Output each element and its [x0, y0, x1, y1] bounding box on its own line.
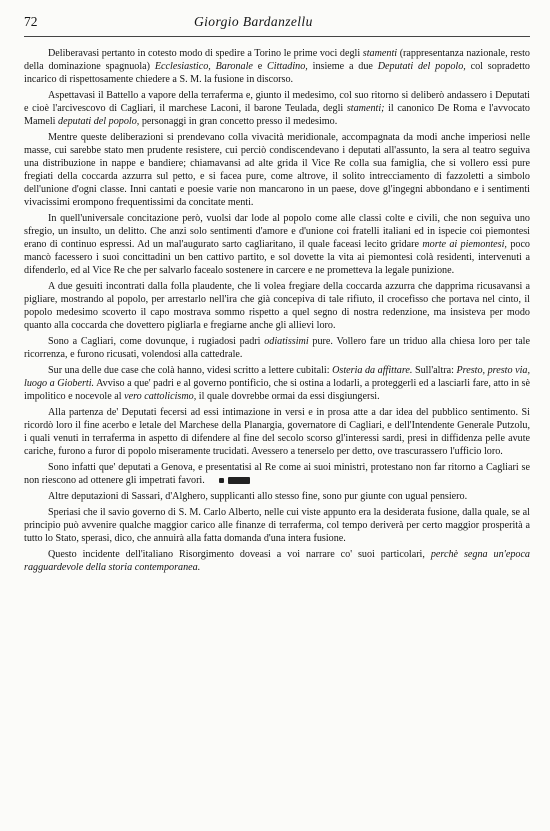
page-header [24, 14, 530, 37]
text-run: Mentre queste deliberazioni si prendevano colla vivacità meridionale, accompagnata da modi anche imperiosi nelle masse, cui sarebbe stato men prudente resistere, cui perciò condiscendevano i deputati all'assunto, la sera al teatro seguiva una distribuzione in nappe e bandiere; chiamavansi ad alte grida il Vice Re colla sua famiglia, che si vollero essi pure fregiati della coccarda azzurra sul petto, e si facea pure, come altrove, il solito intrecciamento di fazzoletti a simbolo dell'unione d'ogni classe. Inni cantati e poesie varie non mancarono in un paese, dove gl'ingegni abbondano e i sentimenti vivacissimi erompono frequentissimi da concitate menti. [24, 132, 530, 208]
paragraph [24, 548, 530, 574]
text-run: Speriasi che il savio governo di S. M. Carlo Alberto, nelle cui viste appunto era la desiderata fusione, dalla quale, se al principio può avvenire qualche maggior carico alle finanze di terraferma, col tempo deriverà per certo maggior prosperità a tutto lo Stato, sperasi, dico, che annuirà alla fatta domanda d'una intera fusione. [24, 507, 530, 544]
text-run: personaggi in gran concetto presso il medesimo. [139, 116, 338, 127]
text-run: (rappresentanza nazionale, resto della dominazione spagnuola) [24, 48, 530, 72]
italic-text: morte ai piemontesi, [422, 239, 507, 250]
text-run: pure. Vollero fare un triduo alla chiesa loro per tale ricorrenza, e furono ricusati, volendosi alla cattedrale. [24, 336, 530, 360]
paragraph [24, 506, 530, 545]
paragraph [24, 47, 530, 86]
italic-text: Ecclesiastico, Baronale [154, 61, 253, 72]
text-run: Sur una delle due case che colà hanno, videsi scritto a lettere cubitali: [48, 365, 333, 376]
paragraph [24, 280, 530, 332]
text-run: il quale dovrebbe ormai da essi disgiungersi. [196, 391, 380, 402]
ink-smudge [219, 478, 224, 483]
italic-text: Deputati del popolo, [377, 61, 466, 72]
italic-text: Presto, presto via, luogo a Gioberti. [24, 365, 530, 389]
paragraph [24, 131, 530, 209]
italic-text: Osteria da affittare. [332, 365, 413, 376]
text-run: insieme a due [307, 61, 378, 72]
italic-text: odiatissimi [264, 336, 309, 347]
italic-text: stamenti [362, 48, 398, 59]
italic-text: deputati del popolo, [58, 116, 140, 127]
text-run: col sopradetto incarico di rispettosamente chiedere a S. M. la fusione in discorso. [24, 61, 530, 85]
paragraph [24, 212, 530, 277]
italic-text: stamenti; [346, 103, 385, 114]
paragraph [24, 364, 530, 403]
body-text [24, 47, 530, 574]
text-run: Sull'altra: [412, 365, 457, 376]
text-run: A due gesuiti incontrati dalla folla plaudente, che li volea fregiare della coccarda azzurra che dapprima ricusavansi a pigliare, mostrando al popolo, per arrestarlo nell'ira che già concepiva di tale rifiuto, il crocefisso che portava nel cinto, il popolo medesimo scoverto il capo mostrava sommo rispetto a quel segno di nostra redenzione, ma insisteva per modo quanto alla coccarda che dovettero pigliarla e fregiarne anche gli allievi loro. [24, 281, 530, 331]
paragraph [24, 89, 530, 128]
ink-smudge [228, 477, 250, 484]
text-run: e [252, 61, 268, 72]
text-run: il canonico De Roma e l'avvocato Mameli [24, 103, 530, 127]
italic-text: perchè segna un'epoca ragguardevole della storia contemporanea. [24, 549, 530, 573]
running-title: Giorgio Bardanzellu [194, 14, 313, 29]
text-run: Aspettavasi il Battello a vapore della terraferma e, giunto il medesimo, col suo ritorno si deliberò andassero i Deputati e cioè l'arcivescovo di Cagliari, il marchese Laconi, il barone Teulada, degli [24, 90, 530, 114]
text-run: In quell'universale concitazione però, vuolsi dar lode al popolo come alle classi colte e civili, che non seguiva uno sfregio, un insulto, un delitto. Che anzi solo sentimenti d'amore e d'unione coi fratelli italiani ed in ispecie coi piemontesi erano di continuo espressi. Ad un mal'augurato sarto cagliaritano, il quale faceasi lecito gridare [24, 213, 530, 250]
text-run: Sono infatti que' deputati a Genova, e presentatisi al Re come ai suoi ministri, protestano non far ritorno a Cagliari se non riescono ad ottenere gli impetrati favori. [24, 462, 530, 486]
text-run: Avviso a que' padri e al governo pontificio, che si ostina a lodarli, a proteggerli ed a lasciarli fare, atto in sè impolitico e nocevole al [24, 378, 530, 402]
text-run: Sono a Cagliari, come dovunque, i rugiadosi padri [48, 336, 265, 347]
text-run: Altre deputazioni di Sassari, d'Alghero, supplicanti allo stesso fine, sono pur giunte con ugual pensiero. [48, 491, 468, 502]
italic-text: vero cattolicismo, [124, 391, 197, 402]
paragraph [24, 335, 530, 361]
text-run: Questo incidente dell'italiano Risorgimento doveasi a voi narrare co' suoi particolari, [48, 549, 431, 560]
paragraph [24, 490, 530, 503]
paragraph [24, 406, 530, 458]
text-run: Deliberavasi pertanto in cotesto modo di spedire a Torino le prime voci degli [48, 48, 363, 59]
italic-text: Cittadino, [267, 61, 308, 72]
text-run: Alla partenza de' Deputati fecersi ad essi intimazione in versi e in prosa atte a dar idea del pubblico sentimento. Si ricordò loro il fine acerbo e letale del Marchese della Planargia, governatore di Cagliari, e dell'Intendente Generale Putzolu, i quali venuti in terraferma in aspetto di difendere al fine del secolo scorso gl'interessi sardi, presi in diffidenza pelle avute cariche, furono a furor di popolo miseramente trucidati. Avessero a tenerselo per detto, ove trascurassero l'ufficio loro. [24, 407, 530, 457]
page-number: 72 [24, 14, 38, 29]
paragraph [24, 461, 530, 487]
text-run: poco mancò facessero i suoi concittadini un ben cattivo partito, e sol dovette la vita ai piemontesi colà residenti, intervenuti a difenderlo, ed al Vice Re che per salvarlo facealo sostenere in carcere e ne prometteva la legale punizione. [24, 239, 530, 276]
